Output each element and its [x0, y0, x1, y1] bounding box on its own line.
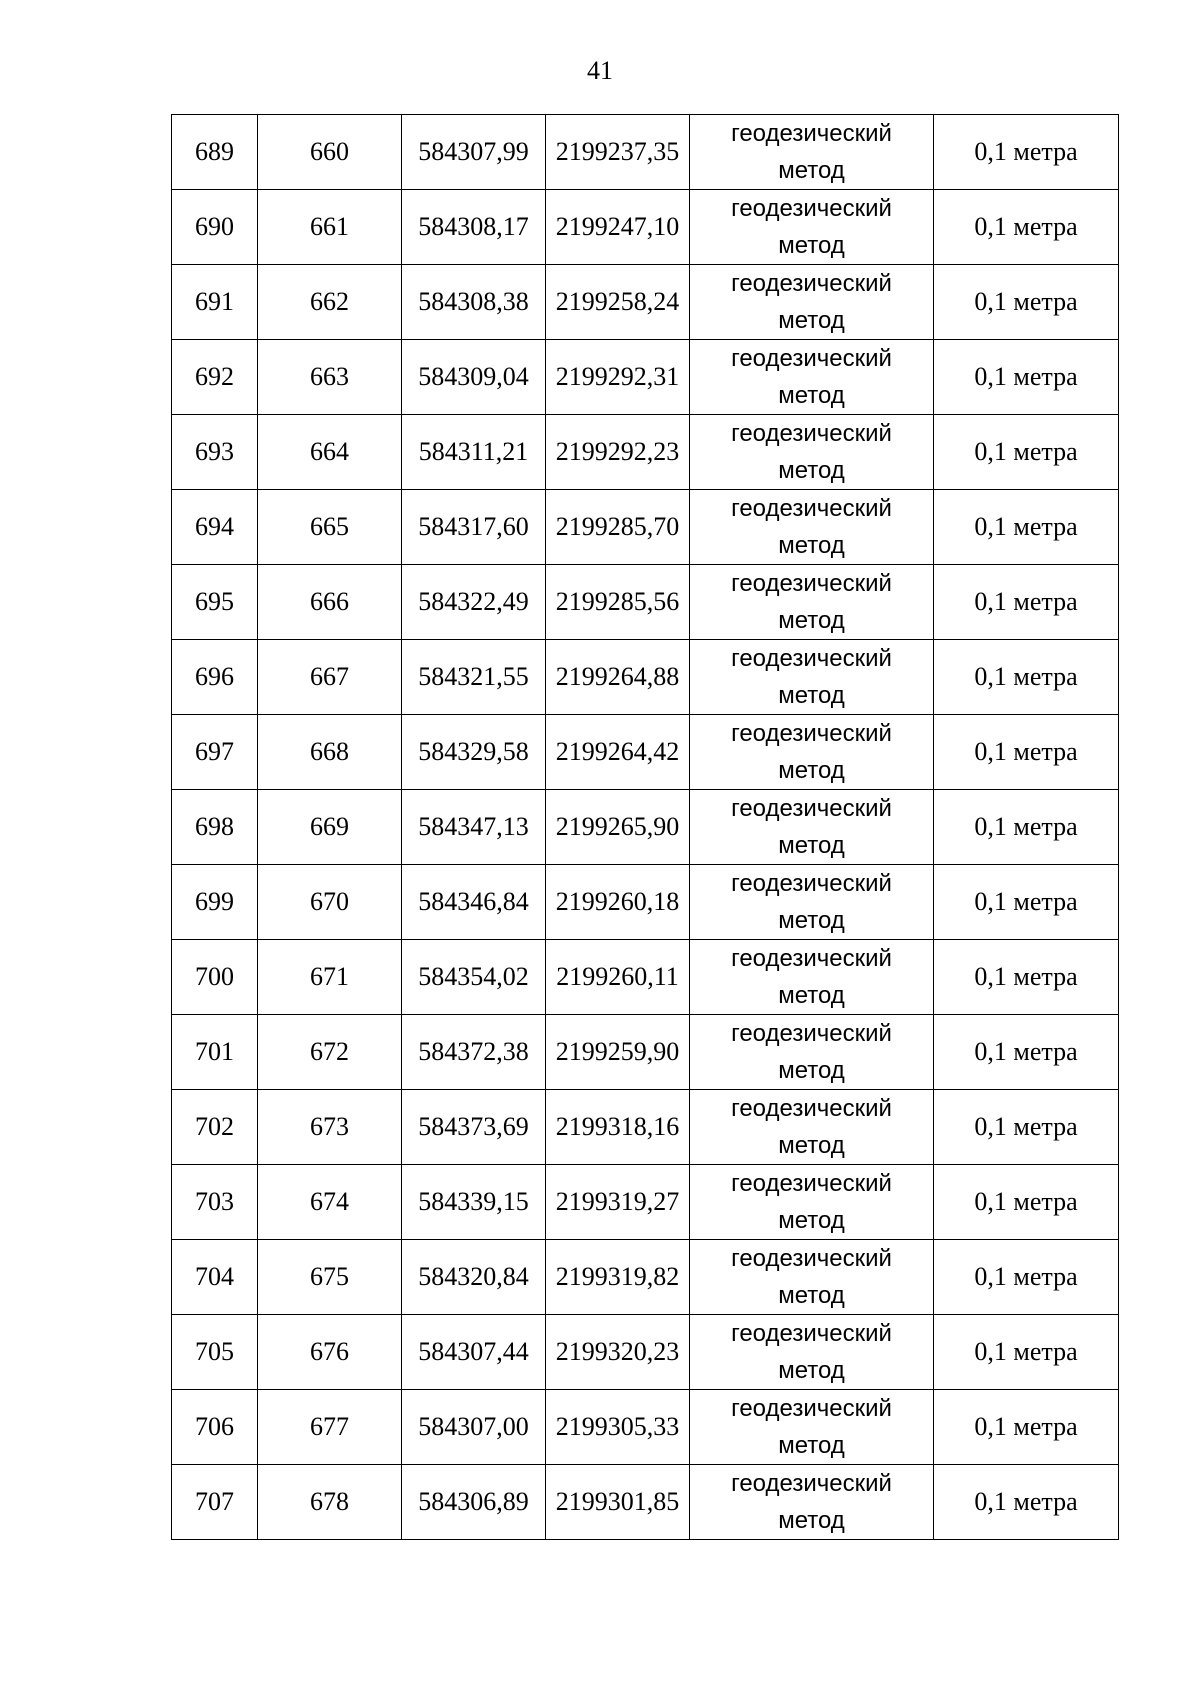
method-line-1: геодезический	[731, 1320, 892, 1347]
table-row	[172, 1390, 1119, 1465]
point-number-cell: 705	[172, 1315, 258, 1390]
accuracy-cell: 0,1 метра	[934, 1465, 1119, 1540]
method-cell	[690, 190, 934, 265]
method-line-2: метод	[778, 1057, 845, 1084]
method-cell	[690, 1015, 934, 1090]
method-line-1: геодезический	[731, 720, 892, 747]
table-row	[172, 790, 1119, 865]
point-index-cell: 671	[258, 940, 402, 1015]
method-cell	[690, 715, 934, 790]
y-coordinate-cell: 2199301,85	[546, 1465, 690, 1540]
y-coordinate-cell: 2199320,23	[546, 1315, 690, 1390]
x-coordinate-cell: 584320,84	[402, 1240, 546, 1315]
method-cell	[690, 640, 934, 715]
point-index-cell: 660	[258, 115, 402, 190]
point-number-cell: 690	[172, 190, 258, 265]
y-coordinate-cell: 2199260,11	[546, 940, 690, 1015]
table-row	[172, 190, 1119, 265]
table-row	[172, 940, 1119, 1015]
accuracy-cell: 0,1 метра	[934, 115, 1119, 190]
point-index-cell: 665	[258, 490, 402, 565]
point-index-cell: 662	[258, 265, 402, 340]
method-line-1: геодезический	[731, 195, 892, 222]
y-coordinate-cell: 2199264,42	[546, 715, 690, 790]
method-line-1: геодезический	[731, 795, 892, 822]
method-line-2: метод	[778, 1432, 845, 1459]
table-row	[172, 1165, 1119, 1240]
accuracy-cell: 0,1 метра	[934, 940, 1119, 1015]
method-line-2: метод	[778, 532, 845, 559]
method-line-1: геодезический	[731, 420, 892, 447]
point-number-cell: 697	[172, 715, 258, 790]
y-coordinate-cell: 2199285,70	[546, 490, 690, 565]
x-coordinate-cell: 584308,38	[402, 265, 546, 340]
table-row	[172, 1240, 1119, 1315]
table-row	[172, 265, 1119, 340]
method-line-1: геодезический	[731, 1020, 892, 1047]
method-line-1: геодезический	[731, 945, 892, 972]
x-coordinate-cell: 584308,17	[402, 190, 546, 265]
x-coordinate-cell: 584339,15	[402, 1165, 546, 1240]
y-coordinate-cell: 2199285,56	[546, 565, 690, 640]
accuracy-cell: 0,1 метра	[934, 565, 1119, 640]
accuracy-cell: 0,1 метра	[934, 490, 1119, 565]
method-line-1: геодезический	[731, 570, 892, 597]
x-coordinate-cell: 584307,44	[402, 1315, 546, 1390]
method-line-2: метод	[778, 907, 845, 934]
y-coordinate-cell: 2199305,33	[546, 1390, 690, 1465]
point-number-cell: 703	[172, 1165, 258, 1240]
point-number-cell: 692	[172, 340, 258, 415]
accuracy-cell: 0,1 метра	[934, 1315, 1119, 1390]
accuracy-cell: 0,1 метра	[934, 1015, 1119, 1090]
point-number-cell: 702	[172, 1090, 258, 1165]
method-line-2: метод	[778, 1132, 845, 1159]
accuracy-cell: 0,1 метра	[934, 190, 1119, 265]
point-number-cell: 698	[172, 790, 258, 865]
y-coordinate-cell: 2199247,10	[546, 190, 690, 265]
method-line-1: геодезический	[731, 1095, 892, 1122]
point-number-cell: 699	[172, 865, 258, 940]
point-number-cell: 696	[172, 640, 258, 715]
method-line-2: метод	[778, 232, 845, 259]
point-index-cell: 667	[258, 640, 402, 715]
point-number-cell: 700	[172, 940, 258, 1015]
method-line-1: геодезический	[731, 495, 892, 522]
accuracy-cell: 0,1 метра	[934, 1240, 1119, 1315]
method-line-2: метод	[778, 607, 845, 634]
point-number-cell: 701	[172, 1015, 258, 1090]
x-coordinate-cell: 584306,89	[402, 1465, 546, 1540]
x-coordinate-cell: 584322,49	[402, 565, 546, 640]
point-index-cell: 670	[258, 865, 402, 940]
method-line-2: метод	[778, 682, 845, 709]
x-coordinate-cell: 584307,00	[402, 1390, 546, 1465]
method-cell	[690, 565, 934, 640]
point-index-cell: 676	[258, 1315, 402, 1390]
method-line-2: метод	[778, 982, 845, 1009]
method-line-1: геодезический	[731, 1170, 892, 1197]
table-row	[172, 490, 1119, 565]
coordinates-table	[171, 114, 1119, 1540]
method-line-1: геодезический	[731, 870, 892, 897]
point-index-cell: 668	[258, 715, 402, 790]
accuracy-cell: 0,1 метра	[934, 340, 1119, 415]
table-row	[172, 115, 1119, 190]
method-cell	[690, 1315, 934, 1390]
point-index-cell: 678	[258, 1465, 402, 1540]
x-coordinate-cell: 584372,38	[402, 1015, 546, 1090]
method-cell	[690, 415, 934, 490]
accuracy-cell: 0,1 метра	[934, 265, 1119, 340]
x-coordinate-cell: 584373,69	[402, 1090, 546, 1165]
y-coordinate-cell: 2199258,24	[546, 265, 690, 340]
point-number-cell: 695	[172, 565, 258, 640]
method-cell	[690, 865, 934, 940]
method-line-2: метод	[778, 382, 845, 409]
point-number-cell: 689	[172, 115, 258, 190]
point-number-cell: 706	[172, 1390, 258, 1465]
table-row	[172, 865, 1119, 940]
point-number-cell: 693	[172, 415, 258, 490]
accuracy-cell: 0,1 метра	[934, 1390, 1119, 1465]
method-line-2: метод	[778, 457, 845, 484]
x-coordinate-cell: 584307,99	[402, 115, 546, 190]
method-cell	[690, 340, 934, 415]
table-row	[172, 1090, 1119, 1165]
point-index-cell: 666	[258, 565, 402, 640]
method-cell	[690, 1240, 934, 1315]
x-coordinate-cell: 584346,84	[402, 865, 546, 940]
method-line-2: метод	[778, 832, 845, 859]
point-index-cell: 673	[258, 1090, 402, 1165]
x-coordinate-cell: 584354,02	[402, 940, 546, 1015]
x-coordinate-cell: 584317,60	[402, 490, 546, 565]
point-number-cell: 707	[172, 1465, 258, 1540]
x-coordinate-cell: 584321,55	[402, 640, 546, 715]
table-row	[172, 340, 1119, 415]
table-row	[172, 1315, 1119, 1390]
accuracy-cell: 0,1 метра	[934, 865, 1119, 940]
method-cell	[690, 265, 934, 340]
table-row	[172, 415, 1119, 490]
method-cell	[690, 790, 934, 865]
point-index-cell: 669	[258, 790, 402, 865]
table-row	[172, 1015, 1119, 1090]
method-cell	[690, 115, 934, 190]
point-number-cell: 691	[172, 265, 258, 340]
method-cell	[690, 1165, 934, 1240]
method-line-1: геодезический	[731, 1395, 892, 1422]
y-coordinate-cell: 2199259,90	[546, 1015, 690, 1090]
method-cell	[690, 1390, 934, 1465]
y-coordinate-cell: 2199292,31	[546, 340, 690, 415]
method-line-2: метод	[778, 1507, 845, 1534]
table-row	[172, 1465, 1119, 1540]
y-coordinate-cell: 2199260,18	[546, 865, 690, 940]
method-line-1: геодезический	[731, 1245, 892, 1272]
accuracy-cell: 0,1 метра	[934, 415, 1119, 490]
coordinates-table-body	[172, 115, 1119, 1540]
point-index-cell: 661	[258, 190, 402, 265]
method-line-1: геодезический	[731, 645, 892, 672]
method-line-1: геодезический	[731, 120, 892, 147]
method-cell	[690, 940, 934, 1015]
point-index-cell: 674	[258, 1165, 402, 1240]
point-index-cell: 672	[258, 1015, 402, 1090]
method-line-2: метод	[778, 757, 845, 784]
method-cell	[690, 490, 934, 565]
point-number-cell: 704	[172, 1240, 258, 1315]
table-row	[172, 565, 1119, 640]
method-line-2: метод	[778, 1357, 845, 1384]
method-line-2: метод	[778, 157, 845, 184]
y-coordinate-cell: 2199292,23	[546, 415, 690, 490]
method-line-1: геодезический	[731, 270, 892, 297]
y-coordinate-cell: 2199318,16	[546, 1090, 690, 1165]
method-cell	[690, 1465, 934, 1540]
accuracy-cell: 0,1 метра	[934, 640, 1119, 715]
method-line-1: геодезический	[731, 345, 892, 372]
point-index-cell: 664	[258, 415, 402, 490]
y-coordinate-cell: 2199319,27	[546, 1165, 690, 1240]
point-index-cell: 677	[258, 1390, 402, 1465]
y-coordinate-cell: 2199265,90	[546, 790, 690, 865]
method-line-1: геодезический	[731, 1470, 892, 1497]
method-line-2: метод	[778, 307, 845, 334]
point-number-cell: 694	[172, 490, 258, 565]
accuracy-cell: 0,1 метра	[934, 1090, 1119, 1165]
x-coordinate-cell: 584347,13	[402, 790, 546, 865]
table-row	[172, 715, 1119, 790]
accuracy-cell: 0,1 метра	[934, 715, 1119, 790]
accuracy-cell: 0,1 метра	[934, 1165, 1119, 1240]
y-coordinate-cell: 2199237,35	[546, 115, 690, 190]
y-coordinate-cell: 2199264,88	[546, 640, 690, 715]
accuracy-cell: 0,1 метра	[934, 790, 1119, 865]
page-number: 41	[587, 56, 613, 85]
x-coordinate-cell: 584329,58	[402, 715, 546, 790]
point-index-cell: 663	[258, 340, 402, 415]
method-line-2: метод	[778, 1207, 845, 1234]
point-index-cell: 675	[258, 1240, 402, 1315]
x-coordinate-cell: 584311,21	[402, 415, 546, 490]
y-coordinate-cell: 2199319,82	[546, 1240, 690, 1315]
table-row	[172, 640, 1119, 715]
method-cell	[690, 1090, 934, 1165]
x-coordinate-cell: 584309,04	[402, 340, 546, 415]
method-line-2: метод	[778, 1282, 845, 1309]
